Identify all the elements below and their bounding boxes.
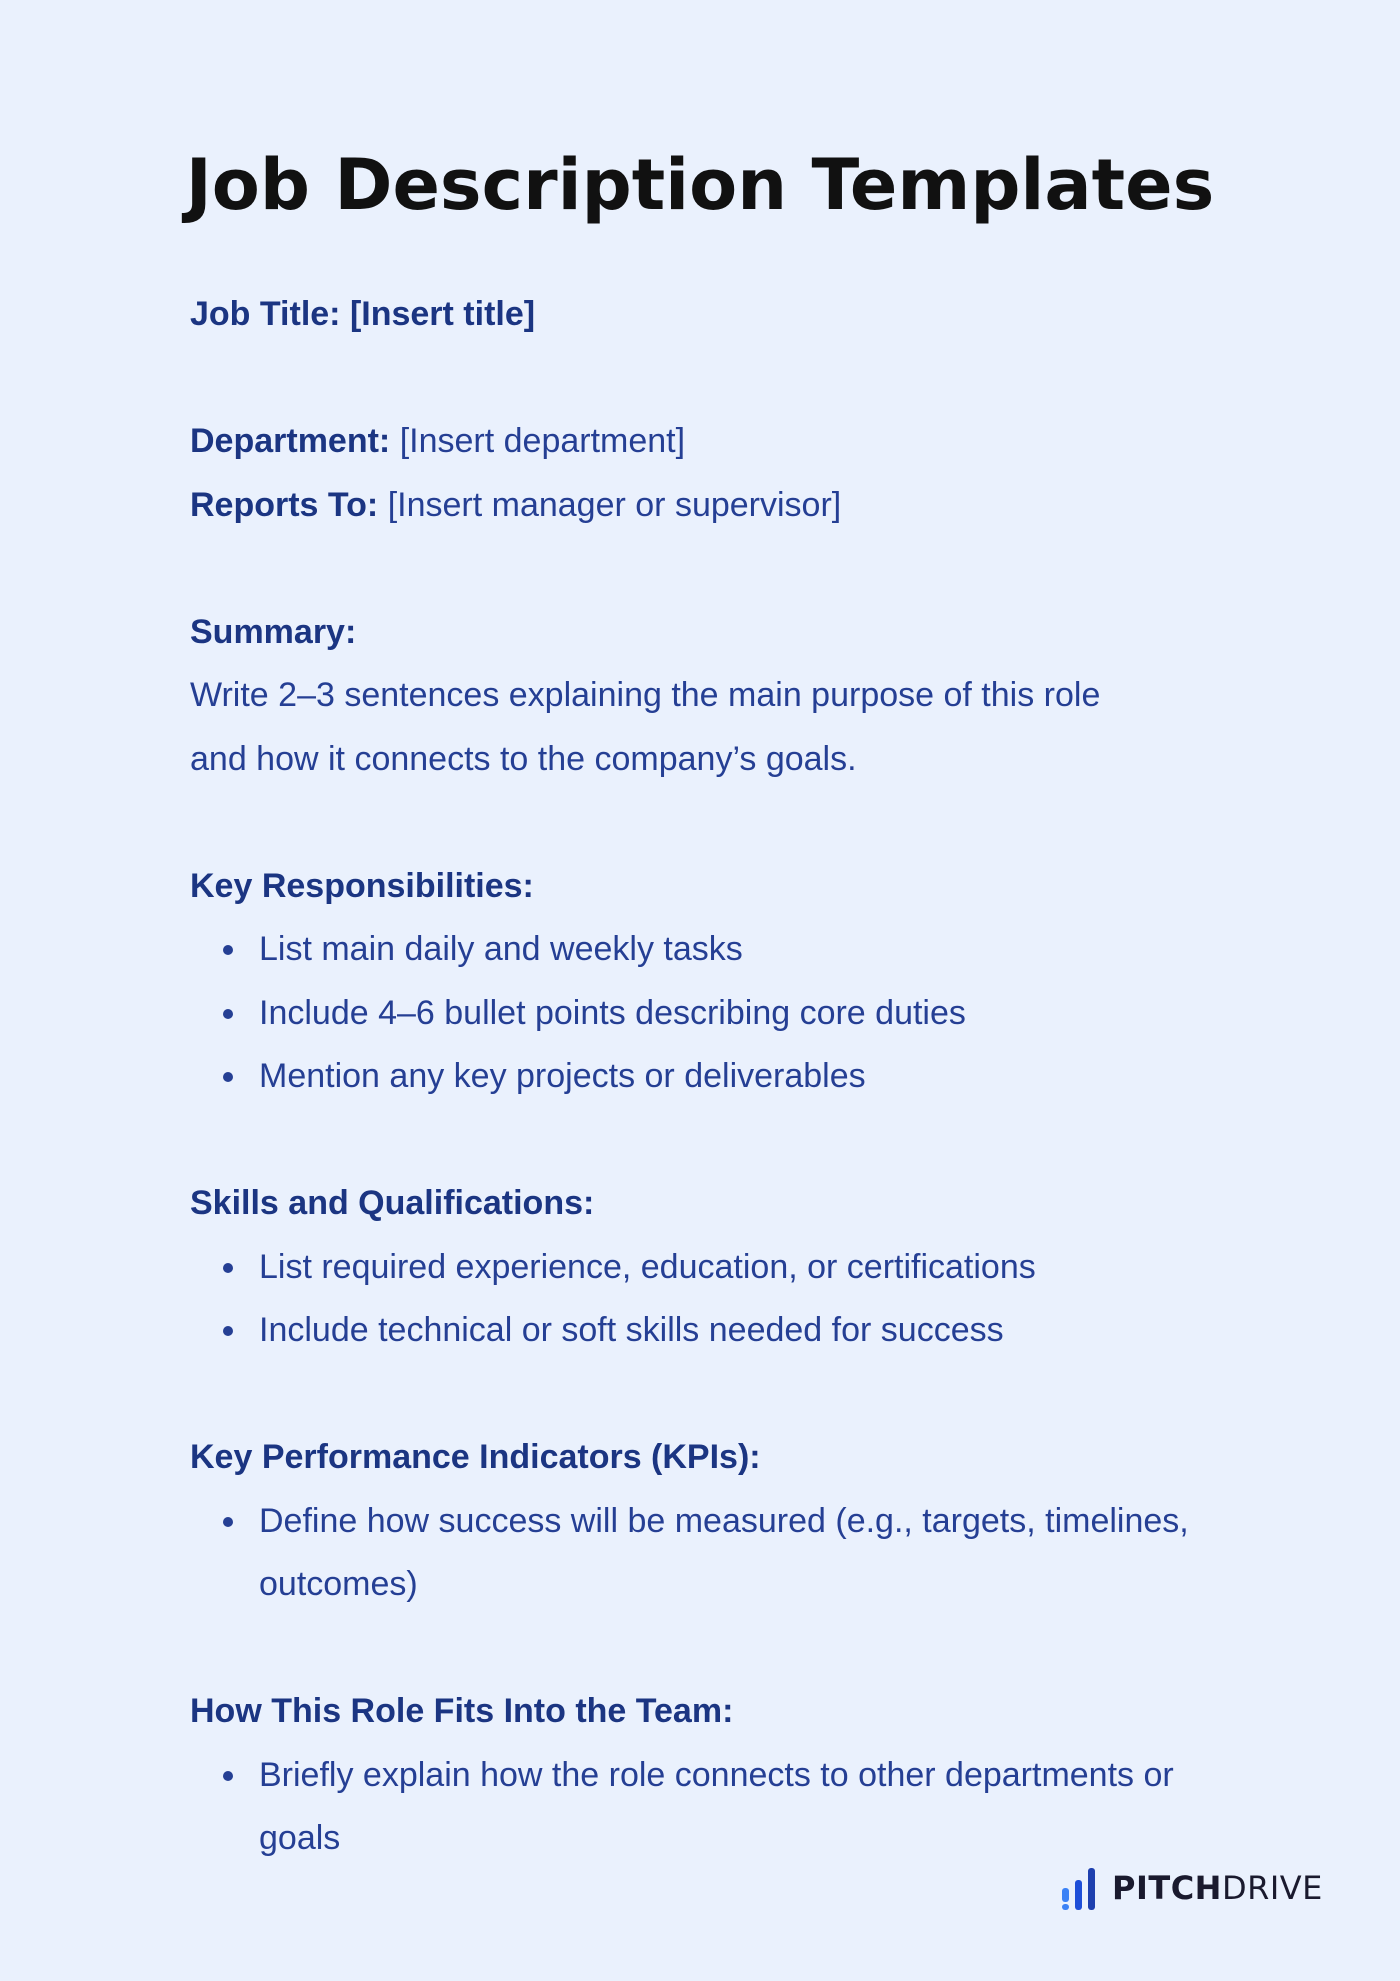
list-item xyxy=(190,1236,1230,1300)
spacer xyxy=(190,791,1230,855)
department-label: Department: xyxy=(190,422,391,460)
list-item xyxy=(190,1299,1230,1363)
logo-wordmark xyxy=(1112,1866,1323,1910)
spacer xyxy=(190,1109,1230,1173)
kpis-list xyxy=(190,1490,1230,1617)
summary-line: Write 2–3 sentences explaining the main purpose of this role xyxy=(190,676,1101,714)
list-item xyxy=(190,1490,1259,1617)
reports-to-value: [Insert manager or supervisor] xyxy=(387,485,842,524)
logo-text-pitch: PITCH xyxy=(1112,1869,1222,1907)
list-item xyxy=(190,918,1230,982)
summary-heading: Summary: xyxy=(190,612,357,651)
spacer xyxy=(190,537,1230,601)
bullet-icon xyxy=(223,1517,233,1527)
spacer xyxy=(190,1363,1230,1427)
job-description-body xyxy=(190,283,1230,1871)
bar-chart-icon xyxy=(1060,1866,1100,1910)
bullet-icon xyxy=(223,1771,233,1781)
list-item-text: List required experience, education, or certifications xyxy=(259,1247,1036,1286)
list-item-text: Mention any key projects or deliverables xyxy=(259,1057,866,1095)
list-item xyxy=(190,1045,1230,1109)
kpis-heading: Key Performance Indicators (KPIs): xyxy=(190,1438,761,1476)
job-title-field: Job Title: [Insert title] xyxy=(190,295,536,333)
bullet-icon xyxy=(223,1326,233,1336)
reports-to-label: Reports To: xyxy=(190,485,379,524)
pitchdrive-logo xyxy=(1060,1866,1323,1910)
bullet-icon xyxy=(223,1009,233,1019)
bullet-icon xyxy=(223,1263,233,1273)
list-item-text: Briefly explain how the role connects to other departments or goals xyxy=(259,1755,1174,1857)
page-title: Job Description Templates xyxy=(185,144,1215,226)
list-item-text: Include technical or soft skills needed for success xyxy=(259,1311,1004,1349)
reports-to-field xyxy=(190,474,1230,538)
department-value: [Insert department] xyxy=(399,422,686,460)
spacer xyxy=(190,1617,1230,1681)
responsibilities-list xyxy=(190,918,1230,1109)
list-item xyxy=(190,1744,1259,1871)
list-item xyxy=(190,982,1230,1046)
department-field xyxy=(190,410,1230,474)
list-item-text: Include 4–6 bullet points describing core duties xyxy=(259,993,966,1032)
list-item-text: Define how success will be measured (e.g., targets, timelines, outcomes) xyxy=(259,1501,1189,1603)
spacer xyxy=(190,347,1230,411)
team-fit-list xyxy=(190,1744,1230,1871)
bullet-icon xyxy=(223,1072,233,1082)
summary-line: and how it connects to the company’s goals. xyxy=(190,739,857,778)
logo-text-drive: DRIVE xyxy=(1221,1869,1323,1907)
skills-heading: Skills and Qualifications: xyxy=(190,1184,595,1222)
responsibilities-heading: Key Responsibilities: xyxy=(190,866,534,905)
team-fit-heading: How This Role Fits Into the Team: xyxy=(190,1692,734,1730)
skills-list xyxy=(190,1236,1230,1363)
bullet-icon xyxy=(223,945,233,955)
list-item-text: List main daily and weekly tasks xyxy=(259,930,743,968)
